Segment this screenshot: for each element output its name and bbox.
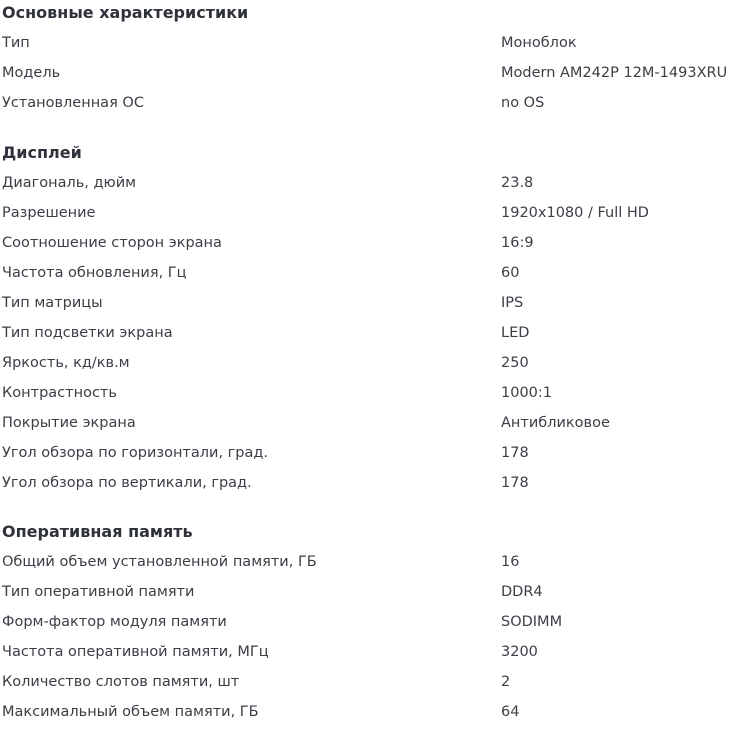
spec-label: Установленная ОС bbox=[2, 95, 144, 111]
spec-label: Яркость, кд/кв.м bbox=[2, 355, 130, 371]
spec-row bbox=[2, 414, 744, 444]
spec-row bbox=[2, 264, 744, 294]
spec-label: Тип матрицы bbox=[2, 295, 103, 311]
section-ram bbox=[2, 520, 744, 733]
spec-row bbox=[2, 294, 744, 324]
spec-value: IPS bbox=[501, 295, 524, 311]
spec-label: Частота обновления, Гц bbox=[2, 265, 187, 281]
spec-value: 16:9 bbox=[501, 235, 534, 251]
spec-row bbox=[2, 64, 744, 94]
section-main-specs bbox=[2, 1, 744, 124]
spec-value: 60 bbox=[501, 265, 520, 281]
spec-row bbox=[2, 234, 744, 264]
spec-label: Тип оперативной памяти bbox=[2, 584, 195, 600]
spec-value: 178 bbox=[501, 475, 529, 491]
spec-value: 23.8 bbox=[501, 175, 534, 191]
spec-value: 1000:1 bbox=[501, 385, 553, 401]
spec-row bbox=[2, 204, 744, 234]
spec-value: LED bbox=[501, 325, 530, 341]
spec-row bbox=[2, 703, 744, 733]
spec-row bbox=[2, 174, 744, 204]
spec-row bbox=[2, 613, 744, 643]
spec-value: Modern AM242P 12M-1493XRU bbox=[501, 65, 728, 81]
spec-label: Соотношение сторон экрана bbox=[2, 235, 222, 251]
section-title: Основные характеристики bbox=[2, 3, 249, 22]
spec-row bbox=[2, 444, 744, 474]
spec-value: 3200 bbox=[501, 644, 538, 660]
spec-label: Количество слотов памяти, шт bbox=[2, 674, 240, 690]
spec-label: Контрастность bbox=[2, 385, 117, 401]
spec-row bbox=[2, 94, 744, 124]
spec-value: 1920x1080 / Full HD bbox=[501, 205, 649, 221]
spec-value: 2 bbox=[501, 674, 511, 690]
spec-row bbox=[2, 643, 744, 673]
spec-row bbox=[2, 583, 744, 613]
spec-value: Моноблок bbox=[501, 35, 577, 51]
spec-value: 178 bbox=[501, 445, 529, 461]
spec-value: DDR4 bbox=[501, 584, 543, 600]
section-title: Дисплей bbox=[2, 143, 82, 162]
spec-row bbox=[2, 673, 744, 703]
spec-row bbox=[2, 324, 744, 354]
spec-row bbox=[2, 34, 744, 64]
spec-value: SODIMM bbox=[501, 614, 563, 630]
spec-label: Разрешение bbox=[2, 205, 96, 221]
spec-value: 250 bbox=[501, 355, 529, 371]
spec-row bbox=[2, 553, 744, 583]
spec-value: 64 bbox=[501, 704, 520, 720]
spec-value: no OS bbox=[501, 95, 545, 111]
spec-value: 16 bbox=[501, 554, 520, 570]
spec-label: Тип подсветки экрана bbox=[2, 325, 173, 341]
spec-row bbox=[2, 354, 744, 384]
spec-label: Максимальный объем памяти, ГБ bbox=[2, 704, 259, 720]
spec-row bbox=[2, 474, 744, 504]
spec-label: Форм-фактор модуля памяти bbox=[2, 614, 227, 630]
spec-label: Угол обзора по вертикали, град. bbox=[2, 475, 252, 491]
section-display bbox=[2, 141, 744, 504]
spec-label: Покрытие экрана bbox=[2, 415, 136, 431]
spec-label: Диагональ, дюйм bbox=[2, 175, 137, 191]
spec-label: Тип bbox=[2, 35, 30, 51]
spec-label: Частота оперативной памяти, МГц bbox=[2, 644, 269, 660]
spec-label: Угол обзора по горизонтали, град. bbox=[2, 445, 269, 461]
spec-value: Антибликовое bbox=[501, 415, 610, 431]
spec-row bbox=[2, 384, 744, 414]
spec-label: Общий объем установленной памяти, ГБ bbox=[2, 554, 317, 570]
spec-label: Модель bbox=[2, 65, 61, 81]
section-title: Оперативная память bbox=[2, 522, 193, 541]
